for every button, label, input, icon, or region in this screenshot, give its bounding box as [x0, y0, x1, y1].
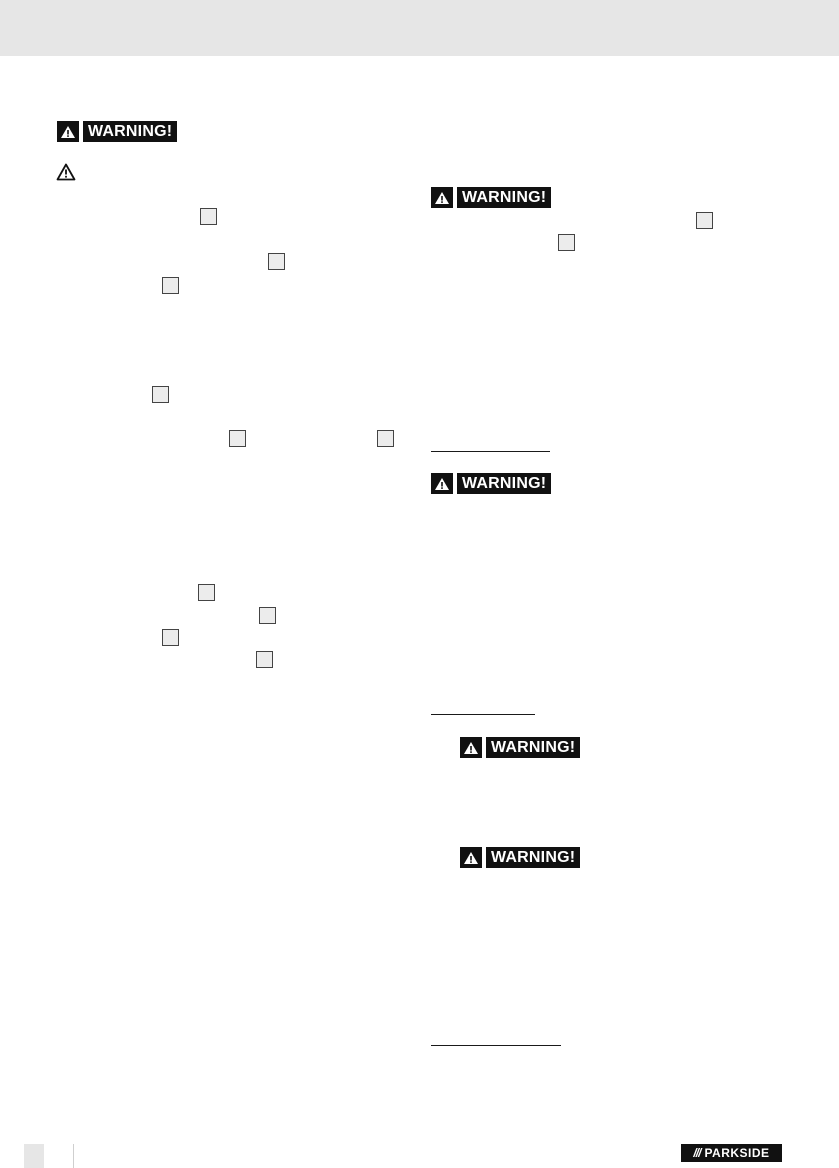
warning-banner — [431, 473, 551, 494]
reference-number-box — [268, 253, 285, 270]
reference-number-box — [198, 584, 215, 601]
warning-label: WARNING! — [486, 847, 580, 868]
warning-banner — [460, 737, 580, 758]
warning-triangle-icon — [57, 121, 79, 142]
section-rule — [431, 1045, 561, 1046]
warning-triangle-icon — [460, 737, 482, 758]
parkside-logo — [681, 1144, 782, 1162]
reference-number-box — [256, 651, 273, 668]
section-rule — [431, 714, 535, 715]
warning-label: WARNING! — [486, 737, 580, 758]
reference-number-box — [558, 234, 575, 251]
warning-banner — [431, 187, 551, 208]
warning-banner — [460, 847, 580, 868]
warning-banner — [57, 121, 177, 142]
header-bar — [0, 0, 839, 56]
warning-triangle-icon — [460, 847, 482, 868]
reference-number-box — [259, 607, 276, 624]
warning-label: WARNING! — [83, 121, 177, 142]
logo-text: PARKSIDE — [704, 1146, 770, 1160]
warning-label: WARNING! — [457, 473, 551, 494]
reference-number-box — [152, 386, 169, 403]
warning-triangle-icon — [431, 187, 453, 208]
reference-number-box — [162, 629, 179, 646]
footer-divider — [73, 1144, 74, 1168]
section-rule — [431, 451, 550, 452]
caution-triangle-icon — [56, 163, 76, 181]
warning-label: WARNING! — [457, 187, 551, 208]
warning-triangle-icon — [431, 473, 453, 494]
reference-number-box — [377, 430, 394, 447]
logo-slashes: /// — [693, 1146, 701, 1160]
page-number-tab — [24, 1144, 44, 1168]
reference-number-box — [200, 208, 217, 225]
reference-number-box — [696, 212, 713, 229]
reference-number-box — [162, 277, 179, 294]
reference-number-box — [229, 430, 246, 447]
